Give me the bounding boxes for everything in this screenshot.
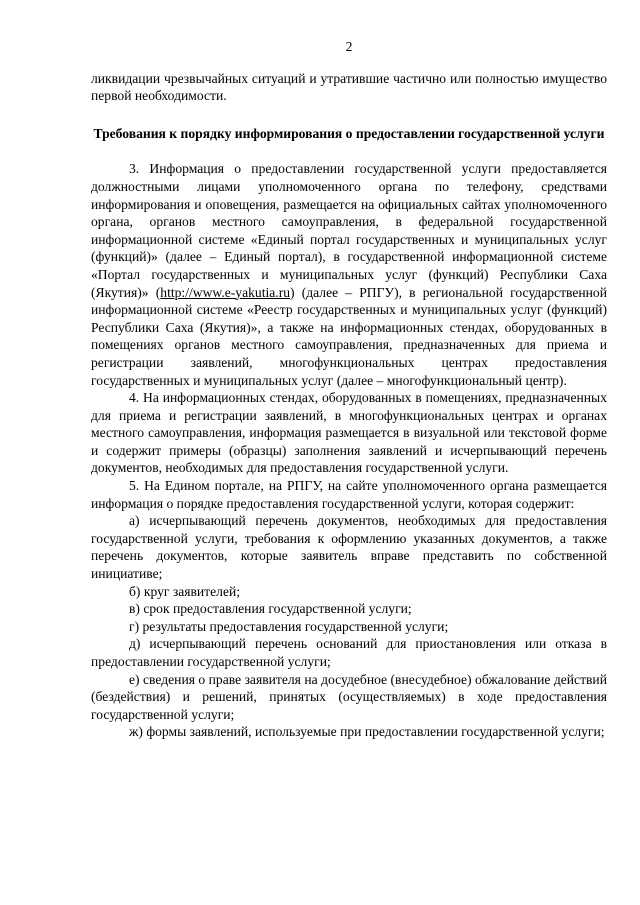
page-number: 2 [345,39,353,54]
list-item-g: г) результаты предоставления государственной услуги; [129,618,449,634]
list-item-e: е) сведения о праве заявителя на досудебное (внесудебное) обжалование действий (бездействия) и решений, принятых (осуществляемых) в ходе предоставления государственной услуги; [91,671,607,722]
paragraph-4: 4. На информационных стендах, оборудованных в помещениях, предназначенных для приема и регистрации заявлений, в многофункциональных центрах и органах местного самоуправления, информация размещается в визуальной или текстовой форме и содержит примеры (образцы) заполнения заявлений и исчерпывающий перечень документов, необходимых для предоставления государственной услуги. [91,390,607,476]
list-item-v: в) срок предоставления государственной услуги; [129,601,412,617]
lead-paragraph: ликвидации чрезвычайных ситуаций и утратившие частично или полностью имущество первой необходимости. [91,70,607,104]
paragraph-3-text-a: 3. Информация о предоставлении государственной услуги предоставляется должностными лицами уполномоченного органа по телефону, средствами информирования и оповещения, размещается на официальных сайтах уполномоченного органа, органов местного самоуправления, в федеральной государственной информационной системе «Единый портал государственных и муниципальных услуг (функций)» (далее – Единый портал), в государственной информационной системе «Портал государственных и муниципальных услуг (функций) Республики Саха (Якутия)» ( [91,161,607,300]
paragraph-3-text-b: ) (далее – РПГУ), в региональной государственной информационной системе «Реестр государственных и муниципальных услуг (функций) Республики Саха (Якутия)», а также на информационных стендах, оборудованных в помещениях органов местного самоуправления, предназначенных для приема и регистрации заявлений, многофункциональных центрах предоставления государственных и муниципальных услуг (далее – многофункциональный центр). [91,284,608,388]
list-item-d: д) исчерпывающий перечень оснований для приостановления или отказа в предоставлении государственной услуги; [91,636,607,669]
rpgu-link[interactable]: http://www.e-yakutia.ru [160,284,291,300]
section-heading: Требования к порядку информирования о предоставлении государственной услуги [93,125,605,141]
paragraph-5: 5. На Едином портале, на РПГУ, на сайте уполномоченного органа размещается информация о порядке предоставления государственной услуги, которая содержит: [91,478,607,511]
list-item-a: а) исчерпывающий перечень документов, необходимых для предоставления государственной услуги, требования к оформлению указанных документов, а также перечень документов, которые заявитель вправе представить по собственной инициативе; [91,513,607,582]
paragraph-3 [91,160,607,389]
list-item-b: б) круг заявителей; [129,583,241,599]
list-item-zh: ж) формы заявлений, используемые при предоставлении государственной услуги; [129,724,605,740]
